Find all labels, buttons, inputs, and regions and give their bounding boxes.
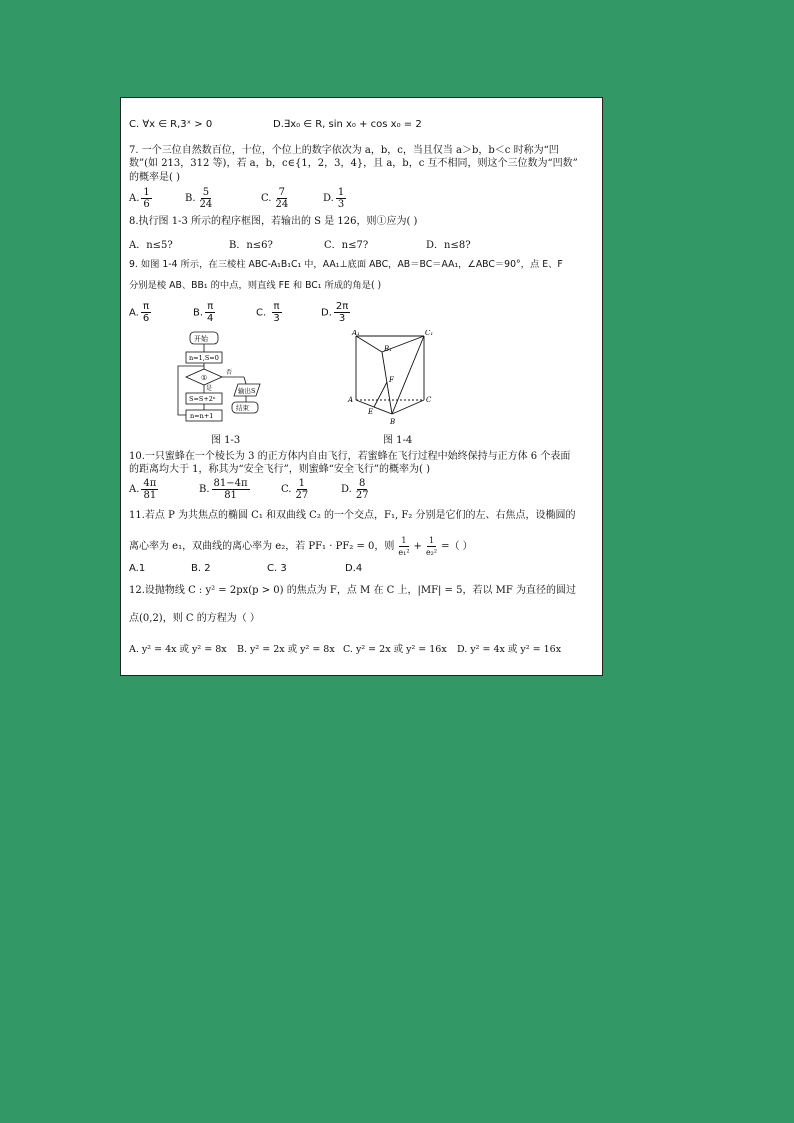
prism-label-e: E — [368, 408, 374, 416]
q12-text-line2: 点(0,2)，则 C 的方程为（ ） — [129, 613, 260, 624]
q9-option-d: D. $\frac{2\pi}{3}$ — [321, 301, 349, 324]
q11-option-a: A.1 — [129, 563, 146, 574]
figure-1-3-caption: 图 1-3 — [211, 435, 241, 446]
q11-option-c: C. 3 — [267, 563, 287, 574]
flow-no-label: 否 — [226, 369, 233, 376]
q8-option-b: B．n≤6? — [229, 240, 273, 251]
q10-text-line1: 10.一只蜜蜂在一个棱长为 3 的正方体内自由飞行，若蜜蜂在飞行过程中始终保持与正方体 6 个表面 — [129, 451, 571, 462]
q11-option-d: D.4 — [345, 563, 363, 574]
q7-text-line2: 数”(如 213，312 等)，若 a，b，c∈{1，2，3，4}，且 a，b，c 互不相同，则这个三位数为“凹数” — [129, 158, 578, 169]
prism-figure — [346, 330, 436, 430]
q10-option-c: C. $\frac{1}{27}$ — [281, 478, 309, 501]
flow-update: S=S+2ⁿ — [189, 395, 216, 403]
prism-label-f: F — [389, 376, 394, 384]
flow-increment: n=n+1 — [190, 412, 214, 420]
q10-text-line2: 的距离均大于 1，称其为“安全飞行”，则蜜蜂“安全飞行”的概率为( ) — [129, 464, 430, 475]
q8-option-d: D．n≤8? — [426, 240, 471, 251]
flow-init: n=1,S=0 — [189, 354, 219, 362]
q10-option-a: A. $\frac{4\pi}{81}$ — [129, 478, 157, 501]
prism-label-a: A — [348, 396, 354, 404]
q6-option-d: D.∃x₀ ∈ R, sin x₀ + cos x₀ = 2 — [273, 119, 422, 130]
flowchart-figure — [176, 330, 326, 430]
q7-option-d: D. $\frac{1}{3}$ — [323, 187, 345, 210]
flow-output: 输出S — [238, 387, 256, 395]
prism-label-a1: A₁ — [352, 330, 360, 337]
q7-text-line1: 7. 一个三位自然数百位，十位，个位上的数字依次为 a，b，c，当且仅当 a＞b，b＜c 时称为“凹 — [129, 145, 559, 156]
q9-option-a: A. $\frac{\pi}{6}$ — [129, 301, 150, 324]
q10-option-b: B. $\frac{81-4\pi}{81}$ — [199, 478, 248, 501]
flow-yes-label: 是 — [206, 385, 213, 392]
flow-start: 开始 — [194, 335, 208, 343]
q9-text-line2: 分别是棱 AB、BB₁ 的中点，则直线 FE 和 BC₁ 所成的角是( ) — [129, 280, 382, 291]
prism-label-b1: B₁ — [384, 345, 392, 353]
q12-option-b: B. y² = 2x 或 y² = 8x — [237, 644, 335, 655]
prism-label-c: C — [426, 396, 432, 404]
q12-option-c: C. y² = 2x 或 y² = 16x — [343, 644, 447, 655]
q10-option-d: D. $\frac{8}{27}$ — [341, 478, 369, 501]
q11-text-line2: 离心率为 e₁，双曲线的离心率为 e₂，若 PF₁ · PF₂ = 0，则 $\frac{1}{\text{e₁²}}$ + $\frac{1}{\text{e₂²}}$ =（ ） — [129, 536, 473, 557]
q11-option-b: B. 2 — [191, 563, 211, 574]
q12-option-d: D. y² = 4x 或 y² = 16x — [457, 644, 562, 655]
q8-option-a: A．n≤5? — [129, 240, 173, 251]
prism-label-c1: C₁ — [425, 330, 434, 337]
figure-1-4-caption: 图 1-4 — [383, 435, 413, 446]
q6-option-c: C. ∀x ∈ R,3ˣ > 0 — [129, 119, 213, 130]
q8-text-line1: 8.执行图 1-3 所示的程序框图，若输出的 S 是 126，则①应为( ) — [129, 216, 418, 227]
q12-option-a: A. y² = 4x 或 y² = 8x — [129, 644, 227, 655]
exam-page — [120, 97, 603, 676]
q11-text-line1: 11.若点 P 为共焦点的椭圆 C₁ 和双曲线 C₂ 的一个交点，F₁, F₂ 分别是它们的左、右焦点，设椭圆的 — [129, 510, 576, 521]
flow-end: 结束 — [236, 404, 249, 412]
flow-condition: ① — [201, 374, 208, 382]
q7-option-c: C. $\frac{7}{24}$ — [261, 187, 289, 210]
prism-label-b: B — [390, 418, 396, 426]
q9-option-b: B. $\frac{\pi}{4}$ — [193, 301, 214, 324]
q9-option-c: C. $\frac{\pi}{3}$ — [256, 301, 280, 324]
q12-text-line1: 12.设抛物线 C : y² = 2px(p > 0) 的焦点为 F，点 M 在 C 上，|MF| = 5，若以 MF 为直径的圆过 — [129, 585, 577, 596]
q8-option-c: C．n≤7? — [324, 240, 369, 251]
q7-option-b: B. $\frac{5}{24}$ — [185, 187, 213, 210]
q7-text-line3: 的概率是( ) — [129, 172, 180, 183]
q7-option-a: A. $\frac{1}{6}$ — [129, 187, 150, 210]
q9-text-line1: 9. 如图 1-4 所示，在三棱柱 ABC-A₁B₁C₁ 中，AA₁⊥底面 ABC，AB＝BC＝AA₁，∠ABC＝90°，点 E、F — [129, 259, 563, 270]
